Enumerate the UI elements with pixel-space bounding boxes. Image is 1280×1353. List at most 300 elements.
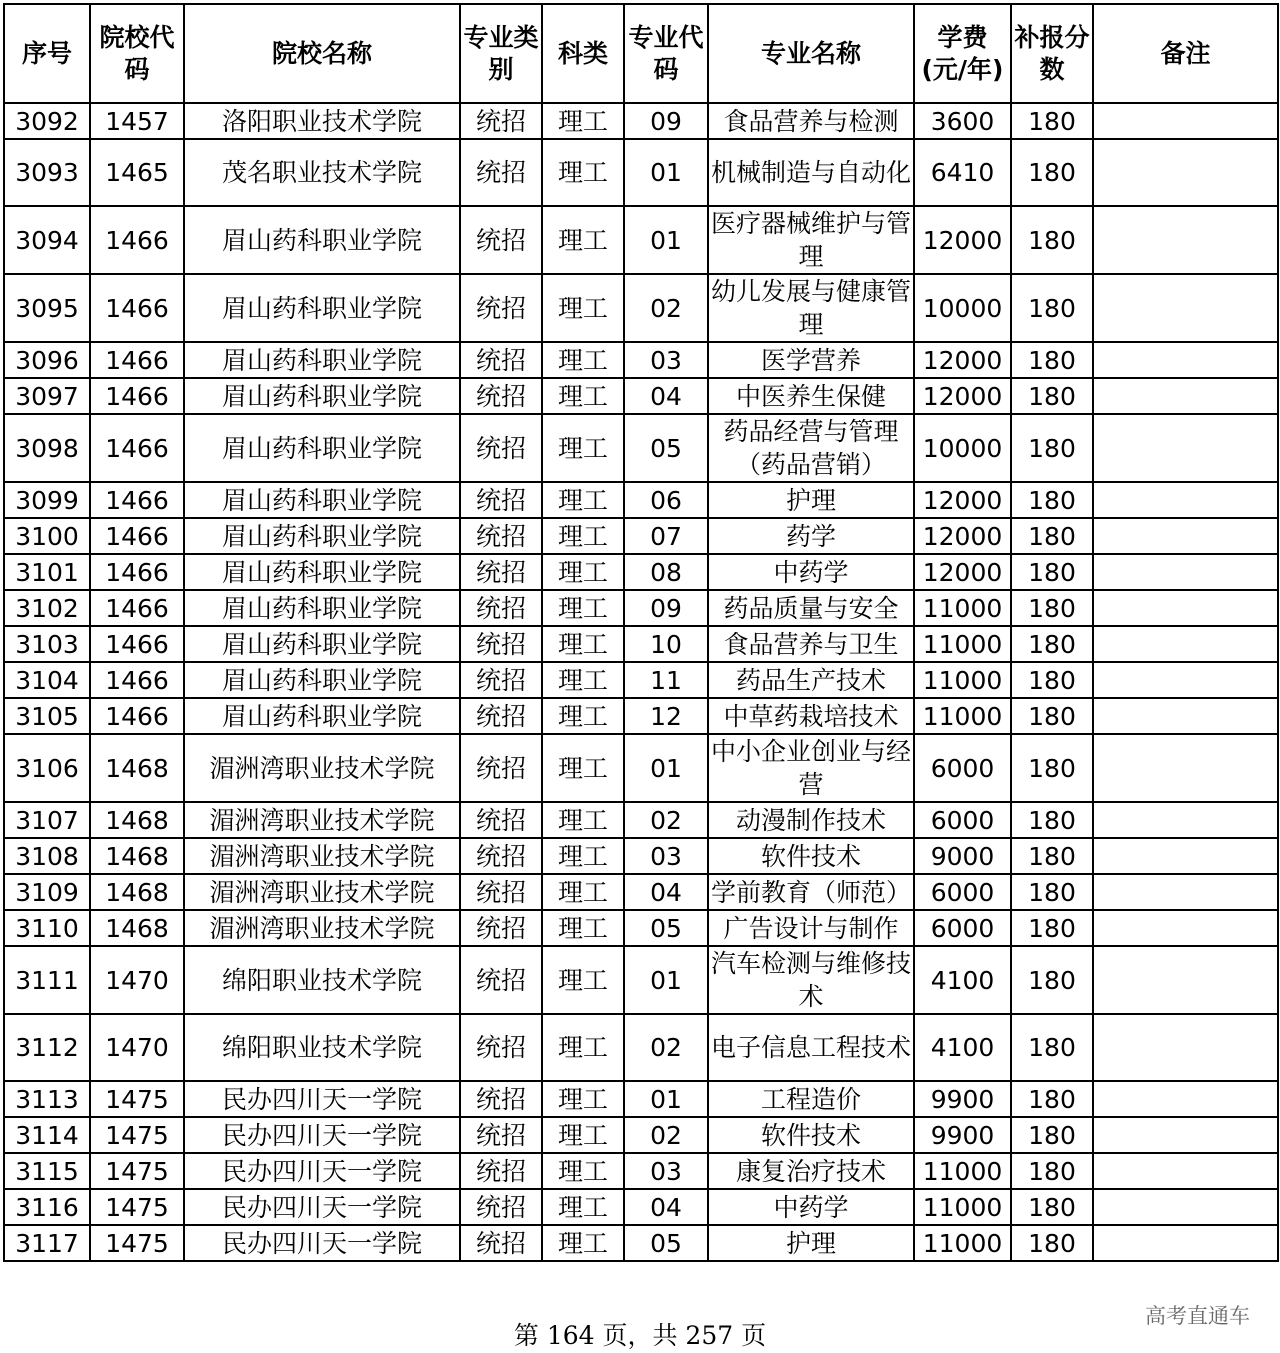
cell-major-code: 08 [624, 554, 708, 590]
cell-school-name: 眉山药科职业学院 [184, 414, 460, 482]
cell-major-type: 统招 [460, 1189, 542, 1225]
cell-major-name: 中医养生保健 [708, 378, 914, 414]
cell-note [1093, 139, 1278, 206]
cell-no: 3111 [4, 946, 90, 1014]
cell-score: 180 [1011, 274, 1093, 342]
cell-school-code: 1466 [90, 698, 184, 734]
cell-category: 理工 [542, 482, 624, 518]
cell-school-code: 1466 [90, 626, 184, 662]
cell-major-code: 12 [624, 698, 708, 734]
cell-major-code: 03 [624, 342, 708, 378]
cell-major-type: 统招 [460, 1117, 542, 1153]
cell-major-code: 03 [624, 1153, 708, 1189]
cell-school-code: 1475 [90, 1153, 184, 1189]
cell-major-name: 护理 [708, 482, 914, 518]
cell-major-code: 11 [624, 662, 708, 698]
cell-school-code: 1466 [90, 206, 184, 274]
cell-score: 180 [1011, 1014, 1093, 1081]
cell-major-code: 05 [624, 414, 708, 482]
cell-major-type: 统招 [460, 838, 542, 874]
cell-note [1093, 206, 1278, 274]
cell-note [1093, 518, 1278, 554]
cell-major-code: 10 [624, 626, 708, 662]
cell-fee: 12000 [914, 482, 1011, 518]
cell-major-name: 工程造价 [708, 1081, 914, 1117]
cell-major-type: 统招 [460, 626, 542, 662]
cell-fee: 3600 [914, 103, 1011, 139]
table-row [4, 626, 1278, 662]
cell-major-type: 统招 [460, 274, 542, 342]
cell-note [1093, 590, 1278, 626]
cell-major-type: 统招 [460, 734, 542, 802]
cell-no: 3103 [4, 626, 90, 662]
cell-note [1093, 274, 1278, 342]
cell-category: 理工 [542, 590, 624, 626]
cell-major-type: 统招 [460, 802, 542, 838]
admissions-table [3, 3, 1279, 1262]
table-row [4, 518, 1278, 554]
cell-score: 180 [1011, 378, 1093, 414]
cell-score: 180 [1011, 206, 1093, 274]
cell-fee: 6000 [914, 874, 1011, 910]
cell-school-code: 1475 [90, 1225, 184, 1261]
table-row [4, 1153, 1278, 1189]
cell-fee: 11000 [914, 1153, 1011, 1189]
cell-school-code: 1466 [90, 378, 184, 414]
cell-major-name: 幼儿发展与健康管理 [708, 274, 914, 342]
cell-major-name: 汽车检测与维修技术 [708, 946, 914, 1014]
cell-school-code: 1468 [90, 838, 184, 874]
cell-major-code: 04 [624, 1189, 708, 1225]
cell-school-code: 1468 [90, 802, 184, 838]
table-row [4, 1081, 1278, 1117]
table-row [4, 802, 1278, 838]
cell-no: 3101 [4, 554, 90, 590]
cell-no: 3108 [4, 838, 90, 874]
cell-major-name: 医学营养 [708, 342, 914, 378]
table-row [4, 662, 1278, 698]
cell-major-name: 药品生产技术 [708, 662, 914, 698]
cell-fee: 10000 [914, 274, 1011, 342]
cell-school-code: 1470 [90, 946, 184, 1014]
cell-major-name: 中草药栽培技术 [708, 698, 914, 734]
cell-score: 180 [1011, 518, 1093, 554]
cell-major-type: 统招 [460, 378, 542, 414]
cell-no: 3109 [4, 874, 90, 910]
cell-no: 3100 [4, 518, 90, 554]
cell-major-type: 统招 [460, 139, 542, 206]
cell-note [1093, 378, 1278, 414]
cell-category: 理工 [542, 554, 624, 590]
cell-major-name: 药品经营与管理（药品营销） [708, 414, 914, 482]
cell-category: 理工 [542, 1081, 624, 1117]
cell-school-name: 民办四川天一学院 [184, 1081, 460, 1117]
cell-score: 180 [1011, 554, 1093, 590]
cell-note [1093, 482, 1278, 518]
cell-note [1093, 1081, 1278, 1117]
cell-category: 理工 [542, 802, 624, 838]
cell-major-name: 中药学 [708, 1189, 914, 1225]
cell-school-name: 湄洲湾职业技术学院 [184, 734, 460, 802]
cell-major-name: 中小企业创业与经营 [708, 734, 914, 802]
cell-school-code: 1466 [90, 590, 184, 626]
cell-note [1093, 342, 1278, 378]
cell-fee: 6000 [914, 802, 1011, 838]
cell-fee: 11000 [914, 662, 1011, 698]
cell-major-type: 统招 [460, 518, 542, 554]
cell-score: 180 [1011, 626, 1093, 662]
cell-major-name: 学前教育（师范） [708, 874, 914, 910]
cell-note [1093, 802, 1278, 838]
cell-category: 理工 [542, 274, 624, 342]
header-category: 科类 [542, 4, 624, 103]
cell-note [1093, 626, 1278, 662]
cell-no: 3094 [4, 206, 90, 274]
cell-school-code: 1468 [90, 910, 184, 946]
cell-score: 180 [1011, 910, 1093, 946]
cell-major-type: 统招 [460, 1014, 542, 1081]
cell-major-type: 统招 [460, 946, 542, 1014]
table-row [4, 910, 1278, 946]
cell-major-name: 药学 [708, 518, 914, 554]
cell-school-name: 民办四川天一学院 [184, 1153, 460, 1189]
cell-major-type: 统招 [460, 874, 542, 910]
cell-fee: 9900 [914, 1081, 1011, 1117]
cell-major-type: 统招 [460, 206, 542, 274]
cell-note [1093, 662, 1278, 698]
cell-school-name: 茂名职业技术学院 [184, 139, 460, 206]
cell-school-code: 1466 [90, 274, 184, 342]
cell-score: 180 [1011, 1189, 1093, 1225]
cell-no: 3093 [4, 139, 90, 206]
cell-fee: 10000 [914, 414, 1011, 482]
cell-fee: 12000 [914, 378, 1011, 414]
cell-no: 3106 [4, 734, 90, 802]
cell-no: 3117 [4, 1225, 90, 1261]
cell-note [1093, 946, 1278, 1014]
cell-school-code: 1466 [90, 518, 184, 554]
table-row [4, 554, 1278, 590]
cell-category: 理工 [542, 378, 624, 414]
cell-score: 180 [1011, 482, 1093, 518]
cell-major-code: 04 [624, 874, 708, 910]
cell-fee: 12000 [914, 342, 1011, 378]
cell-note [1093, 874, 1278, 910]
table-row [4, 1189, 1278, 1225]
table-row [4, 342, 1278, 378]
cell-major-code: 05 [624, 1225, 708, 1261]
cell-major-code: 02 [624, 274, 708, 342]
cell-score: 180 [1011, 342, 1093, 378]
cell-category: 理工 [542, 910, 624, 946]
cell-fee: 9000 [914, 838, 1011, 874]
cell-no: 3098 [4, 414, 90, 482]
cell-score: 180 [1011, 698, 1093, 734]
cell-school-code: 1475 [90, 1081, 184, 1117]
cell-school-name: 眉山药科职业学院 [184, 626, 460, 662]
cell-category: 理工 [542, 626, 624, 662]
cell-school-name: 民办四川天一学院 [184, 1225, 460, 1261]
cell-category: 理工 [542, 874, 624, 910]
header-row [4, 4, 1278, 103]
cell-fee: 11000 [914, 626, 1011, 662]
cell-category: 理工 [542, 1014, 624, 1081]
cell-no: 3092 [4, 103, 90, 139]
cell-major-name: 医疗器械维护与管理 [708, 206, 914, 274]
table-row [4, 1117, 1278, 1153]
cell-school-code: 1457 [90, 103, 184, 139]
cell-school-name: 绵阳职业技术学院 [184, 946, 460, 1014]
cell-major-code: 06 [624, 482, 708, 518]
header-fee: 学费(元/年) [914, 4, 1011, 103]
table-row [4, 414, 1278, 482]
cell-major-code: 07 [624, 518, 708, 554]
table-row [4, 139, 1278, 206]
cell-note [1093, 1117, 1278, 1153]
table-row [4, 590, 1278, 626]
cell-fee: 11000 [914, 698, 1011, 734]
cell-major-name: 软件技术 [708, 838, 914, 874]
header-school-code: 院校代码 [90, 4, 184, 103]
cell-note [1093, 1153, 1278, 1189]
cell-major-code: 01 [624, 946, 708, 1014]
cell-note [1093, 554, 1278, 590]
cell-no: 3104 [4, 662, 90, 698]
cell-fee: 11000 [914, 590, 1011, 626]
cell-score: 180 [1011, 662, 1093, 698]
cell-fee: 12000 [914, 554, 1011, 590]
cell-school-name: 湄洲湾职业技术学院 [184, 802, 460, 838]
cell-no: 3116 [4, 1189, 90, 1225]
cell-category: 理工 [542, 1153, 624, 1189]
cell-major-name: 动漫制作技术 [708, 802, 914, 838]
table-row [4, 206, 1278, 274]
cell-fee: 11000 [914, 1189, 1011, 1225]
cell-no: 3115 [4, 1153, 90, 1189]
table-row [4, 274, 1278, 342]
cell-no: 3113 [4, 1081, 90, 1117]
table-row [4, 946, 1278, 1014]
cell-fee: 11000 [914, 1225, 1011, 1261]
cell-major-code: 01 [624, 1081, 708, 1117]
header-major-name: 专业名称 [708, 4, 914, 103]
cell-score: 180 [1011, 946, 1093, 1014]
cell-major-name: 食品营养与检测 [708, 103, 914, 139]
cell-score: 180 [1011, 1117, 1093, 1153]
cell-score: 180 [1011, 874, 1093, 910]
cell-major-type: 统招 [460, 342, 542, 378]
header-no: 序号 [4, 4, 90, 103]
cell-major-type: 统招 [460, 554, 542, 590]
cell-note [1093, 1014, 1278, 1081]
cell-note [1093, 414, 1278, 482]
cell-major-name: 广告设计与制作 [708, 910, 914, 946]
cell-school-name: 眉山药科职业学院 [184, 342, 460, 378]
cell-no: 3102 [4, 590, 90, 626]
table-row [4, 1225, 1278, 1261]
cell-school-code: 1468 [90, 734, 184, 802]
table-row [4, 482, 1278, 518]
cell-school-name: 眉山药科职业学院 [184, 206, 460, 274]
cell-major-name: 电子信息工程技术 [708, 1014, 914, 1081]
cell-score: 180 [1011, 1225, 1093, 1261]
header-school-name: 院校名称 [184, 4, 460, 103]
header-major-type: 专业类别 [460, 4, 542, 103]
cell-major-name: 中药学 [708, 554, 914, 590]
cell-no: 3095 [4, 274, 90, 342]
cell-category: 理工 [542, 662, 624, 698]
cell-major-type: 统招 [460, 103, 542, 139]
cell-major-name: 机械制造与自动化 [708, 139, 914, 206]
table-row [4, 874, 1278, 910]
cell-fee: 4100 [914, 1014, 1011, 1081]
cell-category: 理工 [542, 206, 624, 274]
cell-school-name: 湄洲湾职业技术学院 [184, 838, 460, 874]
cell-major-code: 01 [624, 206, 708, 274]
cell-score: 180 [1011, 103, 1093, 139]
cell-school-code: 1466 [90, 414, 184, 482]
cell-fee: 9900 [914, 1117, 1011, 1153]
table-row [4, 103, 1278, 139]
cell-no: 3099 [4, 482, 90, 518]
cell-school-code: 1470 [90, 1014, 184, 1081]
cell-school-code: 1466 [90, 342, 184, 378]
cell-school-code: 1475 [90, 1117, 184, 1153]
cell-category: 理工 [542, 838, 624, 874]
cell-major-name: 软件技术 [708, 1117, 914, 1153]
cell-category: 理工 [542, 698, 624, 734]
cell-major-type: 统招 [460, 414, 542, 482]
cell-school-name: 眉山药科职业学院 [184, 590, 460, 626]
cell-note [1093, 1225, 1278, 1261]
cell-fee: 12000 [914, 206, 1011, 274]
table-row [4, 734, 1278, 802]
cell-score: 180 [1011, 838, 1093, 874]
cell-category: 理工 [542, 1117, 624, 1153]
cell-no: 3097 [4, 378, 90, 414]
cell-score: 180 [1011, 734, 1093, 802]
cell-school-code: 1468 [90, 874, 184, 910]
cell-school-name: 民办四川天一学院 [184, 1117, 460, 1153]
cell-category: 理工 [542, 1225, 624, 1261]
cell-category: 理工 [542, 518, 624, 554]
cell-score: 180 [1011, 139, 1093, 206]
cell-note [1093, 103, 1278, 139]
cell-note [1093, 698, 1278, 734]
header-major-code: 专业代码 [624, 4, 708, 103]
cell-major-name: 食品营养与卫生 [708, 626, 914, 662]
cell-score: 180 [1011, 1081, 1093, 1117]
cell-major-type: 统招 [460, 910, 542, 946]
cell-school-name: 眉山药科职业学院 [184, 554, 460, 590]
cell-major-type: 统招 [460, 698, 542, 734]
cell-major-type: 统招 [460, 482, 542, 518]
cell-major-code: 02 [624, 1117, 708, 1153]
cell-fee: 12000 [914, 518, 1011, 554]
cell-major-name: 药品质量与安全 [708, 590, 914, 626]
cell-score: 180 [1011, 414, 1093, 482]
cell-category: 理工 [542, 103, 624, 139]
header-note: 备注 [1093, 4, 1278, 103]
table-row [4, 698, 1278, 734]
cell-no: 3107 [4, 802, 90, 838]
cell-major-code: 09 [624, 590, 708, 626]
cell-major-name: 康复治疗技术 [708, 1153, 914, 1189]
cell-fee: 6410 [914, 139, 1011, 206]
cell-school-name: 眉山药科职业学院 [184, 274, 460, 342]
cell-major-code: 02 [624, 802, 708, 838]
watermark: 高考直通车 [1145, 1304, 1250, 1328]
cell-major-code: 09 [624, 103, 708, 139]
page-footer: 第 164 页，共 257 页 [513, 1321, 767, 1350]
cell-school-name: 湄洲湾职业技术学院 [184, 910, 460, 946]
cell-no: 3114 [4, 1117, 90, 1153]
cell-note [1093, 838, 1278, 874]
cell-no: 3105 [4, 698, 90, 734]
cell-note [1093, 734, 1278, 802]
cell-score: 180 [1011, 1153, 1093, 1189]
cell-note [1093, 910, 1278, 946]
table-row [4, 378, 1278, 414]
cell-school-name: 湄洲湾职业技术学院 [184, 874, 460, 910]
cell-major-type: 统招 [460, 1081, 542, 1117]
cell-school-code: 1475 [90, 1189, 184, 1225]
cell-major-type: 统招 [460, 662, 542, 698]
cell-score: 180 [1011, 802, 1093, 838]
cell-fee: 6000 [914, 910, 1011, 946]
cell-category: 理工 [542, 1189, 624, 1225]
cell-school-code: 1465 [90, 139, 184, 206]
cell-major-name: 护理 [708, 1225, 914, 1261]
cell-major-code: 01 [624, 734, 708, 802]
cell-score: 180 [1011, 590, 1093, 626]
cell-major-code: 01 [624, 139, 708, 206]
cell-major-code: 03 [624, 838, 708, 874]
cell-school-name: 洛阳职业技术学院 [184, 103, 460, 139]
cell-category: 理工 [542, 342, 624, 378]
cell-major-code: 02 [624, 1014, 708, 1081]
table-row [4, 1014, 1278, 1081]
cell-fee: 4100 [914, 946, 1011, 1014]
cell-category: 理工 [542, 734, 624, 802]
cell-school-code: 1466 [90, 662, 184, 698]
cell-school-code: 1466 [90, 554, 184, 590]
cell-school-name: 眉山药科职业学院 [184, 518, 460, 554]
cell-school-name: 眉山药科职业学院 [184, 482, 460, 518]
cell-major-type: 统招 [460, 1225, 542, 1261]
cell-major-type: 统招 [460, 1153, 542, 1189]
cell-note [1093, 1189, 1278, 1225]
cell-school-code: 1466 [90, 482, 184, 518]
cell-category: 理工 [542, 139, 624, 206]
cell-school-name: 眉山药科职业学院 [184, 662, 460, 698]
cell-school-name: 绵阳职业技术学院 [184, 1014, 460, 1081]
table-row [4, 838, 1278, 874]
cell-major-type: 统招 [460, 590, 542, 626]
cell-school-name: 民办四川天一学院 [184, 1189, 460, 1225]
cell-category: 理工 [542, 946, 624, 1014]
cell-school-name: 眉山药科职业学院 [184, 698, 460, 734]
cell-no: 3112 [4, 1014, 90, 1081]
cell-category: 理工 [542, 414, 624, 482]
header-score: 补报分数 [1011, 4, 1093, 103]
cell-major-code: 05 [624, 910, 708, 946]
cell-no: 3096 [4, 342, 90, 378]
cell-no: 3110 [4, 910, 90, 946]
cell-major-code: 04 [624, 378, 708, 414]
cell-school-name: 眉山药科职业学院 [184, 378, 460, 414]
cell-fee: 6000 [914, 734, 1011, 802]
